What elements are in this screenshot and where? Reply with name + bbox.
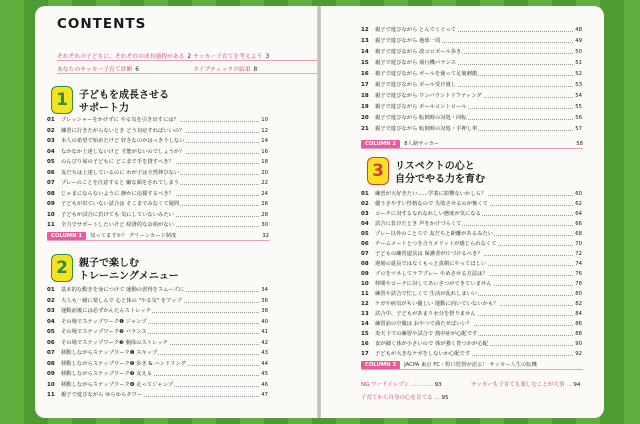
entry-title: 親子で遊びながら ボールコントロール <box>375 104 467 110</box>
entry-number: 02 <box>47 297 55 304</box>
entry-number: 16 <box>361 71 369 77</box>
entry-number: 18 <box>361 93 369 99</box>
entry-page: 54 <box>575 93 582 99</box>
toc-entry[interactable] <box>361 103 583 111</box>
entry-page: 82 <box>575 301 582 307</box>
chapter-title: 親子で楽しむ <box>79 258 139 269</box>
toc-entry[interactable] <box>361 220 583 228</box>
toc-entry[interactable] <box>47 307 269 315</box>
entry-number: 10 <box>47 211 55 218</box>
entry-page: 50 <box>575 49 582 55</box>
entry-page: 78 <box>575 281 582 287</box>
entry-page: 22 <box>261 180 268 186</box>
entry-title: 親子で遊びながら ワンバウンドリフティング <box>375 93 482 99</box>
chapter-number-badge: 3 <box>367 157 389 185</box>
entry-page: 60 <box>575 191 582 197</box>
column-badge: COLUMN 3 <box>361 361 400 369</box>
entry-page: 18 <box>261 159 268 165</box>
entry-page: 24 <box>261 190 268 197</box>
toc-entry[interactable] <box>361 230 583 238</box>
toc-entry[interactable] <box>361 200 583 208</box>
toc-entry[interactable] <box>47 200 269 208</box>
entry-number: 05 <box>361 231 369 237</box>
entry-title: 親子で遊びながら ボールを使って足裏刺激 <box>375 71 478 77</box>
entry-page: 66 <box>575 221 582 227</box>
toc-entry[interactable] <box>361 37 583 45</box>
toc-entry[interactable] <box>47 318 269 326</box>
entry-title: 基本的な動きを身につけて 運動の習得をスムーズに <box>61 287 184 293</box>
entry-page: 26 <box>261 201 268 207</box>
entry-title: その場でステップワーク❷ バランス <box>61 329 147 335</box>
entry-title: プレッシャーをかけずに やる気を引き出すには？ <box>61 117 179 123</box>
entry-number: 20 <box>361 115 369 121</box>
entry-title: 移動しながらステップワーク❸ 支える <box>61 371 153 377</box>
entry-page: 90 <box>575 341 582 347</box>
entry-number: 11 <box>47 392 55 398</box>
entry-number: 01 <box>47 287 55 293</box>
entry-number: 15 <box>361 60 369 66</box>
entry-number: 06 <box>361 241 369 247</box>
intro-item[interactable]: タイプチェックの結果 8 <box>193 67 258 73</box>
toc-entry[interactable] <box>47 179 269 187</box>
entry-title: 練習や試合で忙しくて 生活が乱れしまいい <box>375 291 478 297</box>
entry-page: 40 <box>261 318 268 325</box>
entry-title: プレーのことを注意すると 嫌な顔をされてしまう <box>61 180 180 186</box>
entry-number: 01 <box>47 117 55 123</box>
entry-page: 46 <box>261 381 268 388</box>
entry-title: 親子で遊びながら 転倒時の対処・回転 <box>375 115 467 121</box>
entry-title: 仲間やコーチに対してあいさつができていません <box>375 281 492 287</box>
entry-page: 49 <box>575 38 582 44</box>
column-title: 8人制サッカー <box>404 141 440 147</box>
entry-number: 02 <box>47 127 55 134</box>
entry-number: 12 <box>361 301 369 307</box>
entry-page: 56 <box>575 115 582 121</box>
entry-title: 親子で遊びながら 転倒時の対処・手押し車 <box>375 126 478 132</box>
entry-title: 子どもが大きなケガをしないか心配です <box>375 351 471 357</box>
entry-number: 07 <box>361 251 369 257</box>
entry-page: 20 <box>261 169 268 176</box>
entry-number: 11 <box>361 291 369 297</box>
entry-number: 03 <box>361 211 369 217</box>
entry-title: その場でステップワーク❸ 胴体のストレッチ <box>61 339 168 346</box>
entry-page: 76 <box>575 271 582 277</box>
toc-entry[interactable] <box>47 169 269 177</box>
entry-title: 親子で遊びながら ゆらゆらタワー <box>61 392 143 398</box>
entry-page: 16 <box>261 148 268 155</box>
entry-page: 41 <box>261 329 268 335</box>
toc-entry[interactable] <box>361 81 583 89</box>
entry-title: 移動しながらステップワーク❶ スキップ <box>61 350 158 356</box>
entry-title: なかなか上達しないけど 才能がないのでしょうか？ <box>61 148 185 155</box>
toc-entry[interactable] <box>361 300 583 308</box>
entry-number: 07 <box>47 350 55 356</box>
entry-number: 06 <box>47 339 55 346</box>
entry-page: 92 <box>575 351 582 357</box>
entry-page: 84 <box>575 311 582 317</box>
entry-title: 遅刻の延長ではなくもっと真剣にやってほしい <box>375 261 487 267</box>
toc-entry[interactable] <box>47 370 269 378</box>
entry-page: 30 <box>261 222 268 228</box>
entry-page: 28 <box>261 211 268 218</box>
entry-page: 55 <box>575 104 582 110</box>
entry-page: 42 <box>261 339 268 346</box>
column-3-row[interactable] <box>361 361 583 369</box>
toc-entry[interactable] <box>361 250 583 258</box>
entry-title: 親子で遊びながら 波コロボール歩き <box>375 49 462 55</box>
entry-title: のんびり屋の子どもに どこまで手を貸すべき？ <box>61 159 174 165</box>
toc-entry[interactable] <box>361 280 583 288</box>
toc-entry[interactable] <box>47 286 269 294</box>
toc-entry[interactable] <box>361 330 583 338</box>
entry-title: 移動しながらステップワーク❷ 歩き & ハンドリング <box>61 360 186 367</box>
toc-entry[interactable] <box>47 127 269 135</box>
toc-entry[interactable] <box>361 92 583 100</box>
entry-number: 08 <box>361 261 369 267</box>
entry-page: 36 <box>261 297 268 304</box>
entry-page: 44 <box>261 360 268 367</box>
toc-entry[interactable] <box>361 310 583 318</box>
entry-page: 74 <box>575 261 582 267</box>
column-2-row[interactable]: COLUMN 2 8人制サッカー 58 <box>361 140 583 148</box>
entry-title: 子どもの練習道具は 保護者が片づけるべき？ <box>375 251 483 257</box>
toc-entry[interactable] <box>47 381 269 389</box>
entry-page: 10 <box>261 117 268 123</box>
entry-number: 10 <box>47 381 55 388</box>
entry-title: プレー以外のことろで 友だちと距離があるみたい <box>375 231 493 237</box>
entry-title: 子どもが試合に負けても 気にしていないみたい <box>61 211 174 218</box>
entry-page: 72 <box>575 251 582 257</box>
chapter-title: リスペクトの心と <box>395 161 475 172</box>
entry-number: 09 <box>47 371 55 377</box>
entry-number: 11 <box>47 222 55 228</box>
entry-number: 17 <box>361 82 369 88</box>
toc-entry[interactable] <box>361 320 583 328</box>
entry-title: 本人の希望で始めたけど 好きなのかはっきりしない <box>61 138 185 144</box>
footer-item[interactable]: 子育てから自身の心を育てる … 95 <box>361 395 449 401</box>
entry-title: 全力でサポートしたいけど 経済的な余裕がない <box>61 222 174 228</box>
entry-number: 05 <box>47 159 55 165</box>
toc-entry[interactable] <box>361 260 583 268</box>
entry-number: 08 <box>47 360 55 367</box>
entry-page: 45 <box>261 371 268 377</box>
entry-page: 64 <box>575 211 582 217</box>
entry-title: プロをマネしてラフプレー やめさせる方法は？ <box>375 271 488 277</box>
entry-number: 08 <box>47 190 55 197</box>
entry-page: 52 <box>575 71 582 77</box>
toc-entry[interactable] <box>361 70 583 78</box>
toc-entry[interactable] <box>361 48 583 56</box>
entry-page: 86 <box>575 321 582 327</box>
entry-page: 38 <box>261 308 268 314</box>
toc-entry[interactable] <box>361 270 583 278</box>
entry-number: 15 <box>361 331 369 337</box>
entry-number: 05 <box>47 329 55 335</box>
entry-number: 12 <box>361 27 369 33</box>
entry-title: 試合に負けたとき 声をかけづらくて <box>375 221 462 227</box>
column-badge: COLUMN 2 <box>361 140 400 148</box>
entry-number: 13 <box>361 38 369 44</box>
toc-entry[interactable] <box>47 148 269 156</box>
entry-title: 優うさやすい性格なので 失敗させるのが怖くて <box>375 201 488 207</box>
entry-page: 12 <box>261 127 268 134</box>
toc-entry[interactable] <box>47 391 269 399</box>
toc-entry[interactable] <box>47 297 269 305</box>
entry-number: 21 <box>361 126 369 132</box>
entry-title: 友だちは上達しているのに わが子は全然伸びない <box>61 169 180 176</box>
column-title: 知ってますか？ グリーンカード制度 <box>90 233 177 239</box>
entry-title: ケガや病気がちい優しい 運動に向いていないかも？ <box>375 301 499 307</box>
left-page <box>35 6 317 418</box>
toc-entry[interactable] <box>47 339 269 347</box>
entry-number: 06 <box>47 169 55 176</box>
entry-page: 51 <box>575 60 582 66</box>
toc-entry[interactable] <box>361 114 583 122</box>
entry-page: 62 <box>575 201 582 207</box>
toc-entry[interactable] <box>47 211 269 219</box>
entry-page: 53 <box>575 82 582 88</box>
intro-item[interactable]: あなたのサッカー子育て診断 6 <box>57 67 139 73</box>
entry-page: 70 <box>575 241 582 247</box>
entry-number: 04 <box>47 148 55 155</box>
toc-entry[interactable] <box>47 360 269 368</box>
entry-page: 47 <box>261 392 268 398</box>
intro-item[interactable]: それぞれの子どもに、それぞれの成長過程がある 2 <box>57 54 192 60</box>
entry-page: 48 <box>575 27 582 33</box>
entry-number: 03 <box>47 308 55 314</box>
column-1-row[interactable]: COLUMN 1 知ってますか？ グリーンカード制度 32 <box>47 232 269 240</box>
entry-number: 09 <box>361 271 369 277</box>
divider <box>57 73 317 74</box>
entry-page: 34 <box>261 287 268 293</box>
right-page <box>321 6 604 418</box>
entry-title: 大人も一緒に楽しんで 心と体の "やる気" をアップ <box>61 297 182 304</box>
toc-entry[interactable] <box>47 349 269 357</box>
contents-title: CONTENTS <box>57 16 147 32</box>
chapter-title: サポート力 <box>79 103 129 114</box>
entry-page: 88 <box>575 331 582 337</box>
footer-item[interactable]: NG ワードイレブン ………… 93 <box>361 382 442 388</box>
footer-item[interactable]: サッカーも子育ても楽しむことが大事 … 94 <box>471 382 581 388</box>
entry-title: 親子で遊びながら とんでくぐって <box>375 27 457 33</box>
entry-title: 親子で遊びながら ボール受け渡し <box>375 82 457 88</box>
toc-entry[interactable] <box>47 137 269 145</box>
divider <box>57 60 317 61</box>
chapter-number-badge: 1 <box>51 86 73 114</box>
entry-number: 13 <box>361 311 369 317</box>
entry-number: 03 <box>47 138 55 144</box>
entry-number: 07 <box>47 180 55 186</box>
entry-title: チームメートとつき合うメリットが感じられなくて <box>375 241 497 247</box>
toc-entry[interactable] <box>361 190 583 198</box>
entry-number: 19 <box>361 104 369 110</box>
chapter-title: トレーニングメニュー <box>79 271 179 282</box>
toc-entry[interactable] <box>361 125 583 133</box>
entry-title: 練習前の空腹は おやつで満たせばいい？ <box>375 321 473 327</box>
entry-number: 02 <box>361 201 369 207</box>
entry-number: 04 <box>47 318 55 325</box>
entry-number: 17 <box>361 351 369 357</box>
entry-page: 68 <box>575 231 582 237</box>
toc-entry[interactable] <box>361 210 583 218</box>
toc-entry[interactable] <box>47 190 269 198</box>
entry-title: 練習が大好きたい……学業に影響ないかしら？ <box>375 191 487 197</box>
entry-number: 09 <box>47 201 55 207</box>
entry-number: 10 <box>361 281 369 287</box>
intro-item[interactable]: サッカー子育てを考えよう 3 <box>193 54 270 60</box>
entry-number: 16 <box>361 341 369 347</box>
entry-title: 練習に行きたがらないとき どう対応すればいいの？ <box>61 127 185 134</box>
toc-entry[interactable] <box>47 221 269 229</box>
entry-title: じゃまにならないように 静かに応援するべき？ <box>61 190 174 197</box>
entry-number: 14 <box>361 49 369 55</box>
toc-entry[interactable] <box>361 59 583 67</box>
entry-title: 運動前後には必ずかんたんストレッチ <box>61 308 151 314</box>
toc-entry[interactable] <box>361 290 583 298</box>
entry-page: 80 <box>575 291 582 297</box>
entry-title: 試合中、子どもがあまり水分を摂りません <box>375 311 476 317</box>
column-title: JACPA 東京 FC・野口監督が語る！ サッカー人生の転機 <box>404 362 537 368</box>
entry-page: 14 <box>261 138 268 144</box>
entry-page: 57 <box>575 126 582 132</box>
entry-title: 子どもが出ていない試合は そこまでみなくて疑問 <box>61 201 180 207</box>
chapter-title: 自分でやる力を育む <box>395 174 485 185</box>
entry-page: 43 <box>261 350 268 356</box>
entry-title: 炎天下での練習や試合で 熱中症が心配です <box>375 331 478 337</box>
toc-entry[interactable] <box>47 116 269 124</box>
entry-number: 14 <box>361 321 369 327</box>
toc-entry[interactable] <box>361 240 583 248</box>
chapter-number-badge: 2 <box>51 254 73 282</box>
entry-title: 親子で遊びながら 飛行機バランス <box>375 60 456 66</box>
entry-title: 親子で遊びながら 地球一周 <box>375 38 441 44</box>
toc-entry[interactable] <box>361 26 583 34</box>
chapter-title: 子どもを成長させる <box>79 90 169 101</box>
toc-entry[interactable] <box>361 340 583 348</box>
column-badge: COLUMN 1 <box>47 232 86 240</box>
entry-title: コーチに対するなれなれしい態度が気になる <box>375 211 481 217</box>
entry-title: その場でステップワーク❶ ジャンプ <box>61 318 147 325</box>
entry-title: 移動しながらステップワーク❹ 走ってジャンプ <box>61 381 174 388</box>
entry-title: 食が細く体が小さいので 体が強く育つかが心配 <box>375 341 488 347</box>
toc-entry[interactable] <box>47 328 269 336</box>
entry-number: 01 <box>361 191 369 197</box>
entry-number: 04 <box>361 221 369 227</box>
toc-entry[interactable] <box>47 158 269 166</box>
toc-entry[interactable] <box>361 350 583 358</box>
